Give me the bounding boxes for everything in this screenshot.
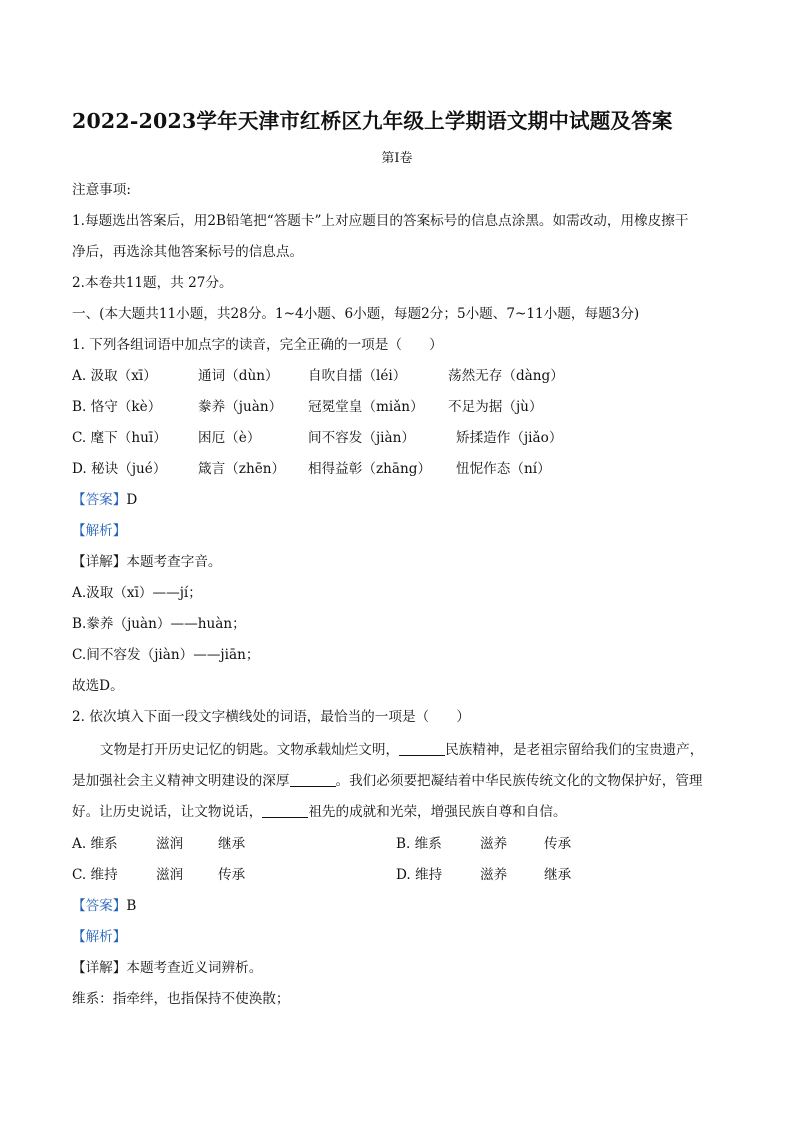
q2-passage-text-2b: 。我们必须要把凝结着中华民族传统文化的文物保护好，管理 <box>335 773 703 789</box>
q2-option-c-3: 传承 <box>218 867 246 883</box>
q2-option-a-2: 滋润 <box>156 836 184 852</box>
q2-option-c-2: 滋润 <box>156 867 184 883</box>
q1-option-b-1: B. 恪守（kè） <box>72 399 162 415</box>
q2-passage-line-2 <box>72 769 724 789</box>
q1-option-a-2: 通词（dùn） <box>198 368 279 384</box>
q2-stem: 2. 依次填入下面一段文字横线处的词语，最恰当的一项是（ ） <box>72 709 470 725</box>
q2-detail <box>72 956 262 976</box>
q1-option-c-4: 矫揉造作（jiǎo） <box>456 430 563 446</box>
fill-blank-1 <box>399 741 445 756</box>
q2-option-b-3: 传承 <box>544 836 572 852</box>
q1-option-d-3: 相得益彰（zhāng） <box>308 461 432 477</box>
q1-option-b-3: 冠冕堂皇（miǎn） <box>308 399 424 415</box>
q1-conclusion: 故选D。 <box>72 678 124 694</box>
q1-explain-a: A.汲取（xī）——jí； <box>72 585 202 601</box>
q1-option-c-1: C. 麾下（huī） <box>72 430 167 446</box>
q2-passage-text-3b: 祖先的成就和光荣，增强民族自尊和自信。 <box>308 804 567 820</box>
detail-tag: 【详解】 <box>72 960 127 976</box>
fill-blank-3 <box>262 803 308 818</box>
q1-explain-c: C.间不容发（jiàn）——jiān； <box>72 647 260 663</box>
q2-option-a-3: 继承 <box>218 836 246 852</box>
q1-option-d-4: 忸怩作态（ní） <box>456 461 551 477</box>
answer-tag: 【答案】 <box>72 898 127 914</box>
q2-passage-text-2a: 是加强社会主义精神文明建设的深厚 <box>72 773 290 789</box>
answer-tag: 【答案】 <box>72 492 127 508</box>
q2-option-c-1: C. 维持 <box>72 867 118 883</box>
q1-answer <box>72 488 137 508</box>
q1-option-b-2: 豢养（juàn） <box>198 399 283 415</box>
q2-definition-line: 维系：指牵绊，也指保持不使涣散； <box>72 991 290 1007</box>
q1-detail-text: 本题考查字音。 <box>126 554 222 570</box>
q2-option-d-2: 滋养 <box>480 867 508 883</box>
q1-explain-b: B.豢养（juàn）——huàn； <box>72 616 246 632</box>
notice-1-line-1: 1.每题选出答案后，用2B铅笔把“答题卡”上对应题目的答案标号的信息点涂黑。如需改动，用橡皮擦干 <box>72 213 689 229</box>
q2-option-b-1: B. 维系 <box>396 836 442 852</box>
q1-option-a-3: 自吹自擂（léi） <box>308 368 407 384</box>
q2-answer-value: B <box>126 898 137 914</box>
q1-option-c-3: 间不容发（jiàn） <box>308 430 415 446</box>
q2-detail-text: 本题考查近义词辨析。 <box>126 960 263 976</box>
q2-passage-text-3a: 好。让历史说话，让文物说话， <box>72 804 263 820</box>
q1-option-a-4: 荡然无存（dàng） <box>448 368 564 384</box>
q1-answer-value: D <box>126 492 138 508</box>
q2-passage-text-1b: 民族精神，是老祖宗留给我们的宝贵遗产， <box>445 742 704 758</box>
notice-2: 2.本卷共11题，共 27分。 <box>72 275 233 291</box>
q2-answer <box>72 894 136 914</box>
q1-option-b-4: 不足为据（jù） <box>448 399 543 415</box>
notice-1-line-2: 净后，再选涂其他答案标号的信息点。 <box>72 244 304 260</box>
section-heading: 一、(本大题共11小题，共28分。1~4小题、6小题，每题2分；5小题、7~11小题，每题3分) <box>72 306 640 322</box>
q1-analysis-tag: 【解析】 <box>72 523 127 539</box>
q1-stem: 1. 下列各组词语中加点字的读音，完全正确的一项是（ ） <box>72 337 443 353</box>
q2-option-d-3: 继承 <box>544 867 572 883</box>
detail-tag: 【详解】 <box>72 554 127 570</box>
q1-option-d-1: D. 秘诀（jué） <box>72 461 167 477</box>
q1-option-c-2: 困厄（è） <box>198 430 261 446</box>
q2-option-b-2: 滋养 <box>480 836 508 852</box>
document-title: 2022-2023学年天津市红桥区九年级上学期语文期中试题及答案 <box>72 109 673 133</box>
q2-option-d-1: D. 维持 <box>396 867 443 883</box>
fill-blank-2 <box>290 772 336 787</box>
q1-option-d-2: 箴言（zhēn） <box>198 461 286 477</box>
q2-passage-line-1 <box>72 738 724 758</box>
notice-heading: 注意事项: <box>72 182 131 198</box>
q2-analysis-tag: 【解析】 <box>72 929 127 945</box>
volume-label: 第Ⅰ卷 <box>381 151 413 166</box>
q2-passage-text-1a: 文物是打开历史记忆的钥匙。文物承载灿烂文明， <box>100 742 400 758</box>
q2-option-a-1: A. 维系 <box>72 836 118 852</box>
q1-option-a-1: A. 汲取（xī） <box>72 368 157 384</box>
q1-detail <box>72 550 222 570</box>
q2-passage-line-3 <box>72 800 724 820</box>
